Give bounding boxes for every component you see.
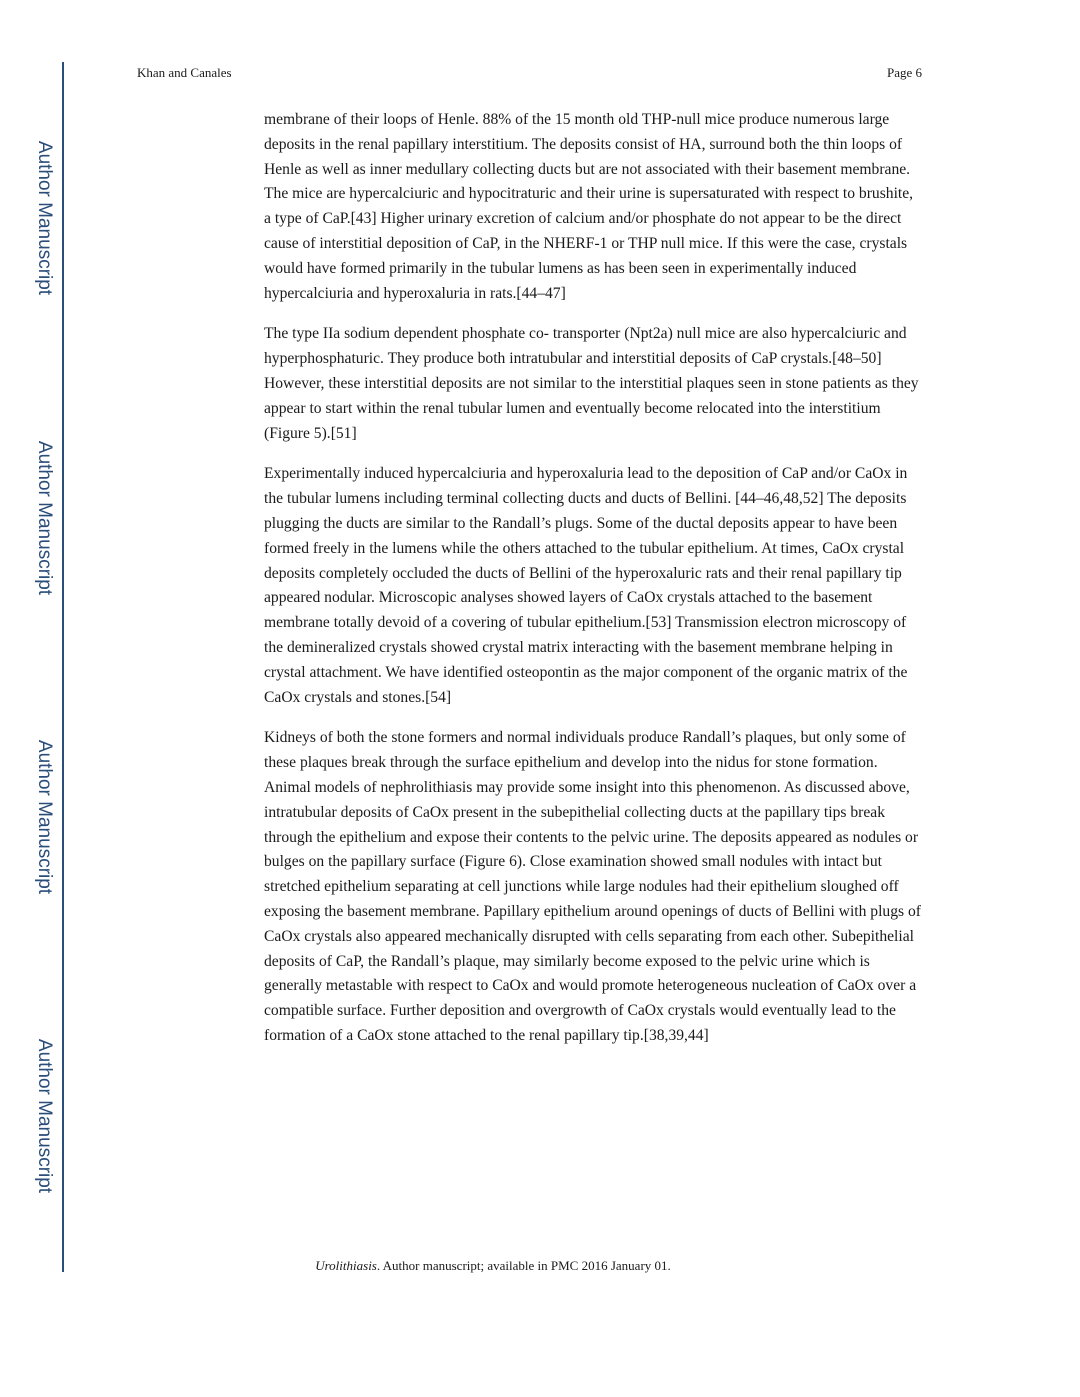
footer-text: . Author manuscript; available in PMC 2016 January 01. — [376, 1258, 671, 1273]
running-header — [137, 65, 922, 81]
header-authors: Khan and Canales — [137, 65, 232, 80]
paragraph: The type IIa sodium dependent phosphate co- transporter (Npt2a) null mice are also hypercalciuric and hyperphosphaturic. They produce both intratubular and interstitial deposits of CaP crystals.[48–50] However, these interstitial deposits are not similar to the interstitial plaques seen in stone patients as they appear to start within the renal tubular lumen and eventually become relocated into the interstitium (Figure 5).[51] — [264, 325, 919, 442]
author-manuscript-label: Author Manuscript — [34, 1038, 55, 1194]
paragraph: Kidneys of both the stone formers and normal individuals produce Randall’s plaques, but only some of these plaques break through the surface epithelium and develop into the nidus for stone formation. Animal models of nephrolithiasis may provide some insight into this phenomenon. As discussed above, intratubular deposits of CaOx present in the subepithelial collecting ducts at the papillary tips break through the epithelium and expose their contents to the pelvic urine. The deposits appeared as nodules or bulges on the papillary surface (Figure 6). Close examination showed small nodules with intact but stretched epithelium separating at cell junctions while large nodules had their epithelium sloughed off exposing the basement membrane. Papillary epithelium around openings of ducts of Bellini with plugs of CaOx crystals also appeared mechanically disrupted with cells separating from each other. Subepithelial deposits of CaP, the Randall’s plaque, may similarly become exposed to the pelvic urine which is generally metastable with respect to CaOx and would promote heterogeneous nucleation of CaOx over a compatible surface. Further deposition and overgrowth of CaOx crystals would eventually lead to the formation of a CaOx stone attached to the renal papillary tip.[38,39,44] — [264, 729, 921, 1044]
author-manuscript-label: Author Manuscript — [34, 739, 55, 895]
sidebar-rule — [62, 62, 64, 1272]
paragraph: membrane of their loops of Henle. 88% of the 15 month old THP-null mice produce numerous large deposits in the renal papillary interstitium. The deposits consist of HA, surround both the thin loops of Henle as well as inner medullary collecting ducts but are not associated with their basement membrane. The mice are hypercalciuric and hypocitraturic and their urine is supersaturated with respect to brushite, a type of CaP.[43] Higher urinary excretion of calcium and/or phosphate do not appear to be the direct cause of interstitial deposition of CaP, in the NHERF-1 or THP null mice. If this were the case, crystals would have formed primarily in the tubular lumens as has been seen in experimentally induced hypercalciuria and hyperoxaluria in rats.[44–47] — [264, 111, 914, 302]
author-manuscript-label: Author Manuscript — [34, 440, 55, 596]
body-text — [264, 108, 922, 1065]
paragraph: Experimentally induced hypercalciuria and hyperoxaluria lead to the deposition of CaP and/or CaOx in the tubular lumens including terminal collecting ducts and ducts of Bellini. [44–46,48,52] The deposits plugging the ducts are similar to the Randall’s plugs. Some of the ductal deposits appear to have been formed freely in the lumens while the others attached to the tubular epithelium. At times, CaOx crystal deposits completely occluded the ducts of Bellini of the hyperoxaluric rats and their renal papillary tip appeared nodular. Microscopic analyses showed layers of CaOx crystals attached to the basement membrane totally devoid of a covering of tubular epithelium.[53] Transmission electron microscopy of the demineralized crystals showed crystal matrix interacting with the basement membrane helping in crystal attachment. We have identified osteopontin as the major component of the organic matrix of the CaOx crystals and stones.[54] — [264, 465, 908, 706]
author-manuscript-label: Author Manuscript — [34, 140, 55, 296]
journal-name: Urolithiasis — [315, 1258, 377, 1273]
page-number: Page 6 — [886, 65, 922, 80]
page-footer — [0, 1258, 986, 1274]
